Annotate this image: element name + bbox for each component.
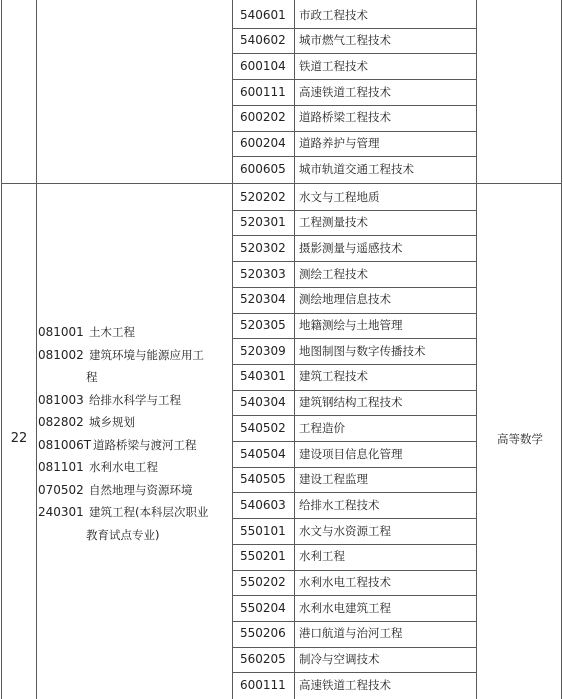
vocational-major-name: 建设工程监理 [299, 472, 368, 486]
vocational-major-name: 城市轨道交通工程技术 [299, 162, 414, 176]
row-separator [232, 518, 477, 519]
column-divider-seq [36, 0, 37, 699]
undergrad-major-name: 城乡规划 [89, 415, 135, 429]
vocational-major-name: 测绘地理信息技术 [299, 292, 391, 306]
row-separator [232, 235, 477, 236]
vocational-major-name: 水文与水资源工程 [299, 524, 391, 538]
vocational-major-name: 工程造价 [299, 421, 345, 435]
undergrad-major-name: 建筑工程(本科层次职业 [89, 505, 209, 519]
vocational-code: 540602 [240, 33, 286, 47]
vocational-code: 540502 [240, 421, 286, 435]
row-separator [232, 79, 477, 80]
vocational-major-name: 铁道工程技术 [299, 59, 368, 73]
table-border-left [1, 0, 2, 699]
undergrad-major-code: 081001 [38, 325, 84, 339]
vocational-code: 520302 [240, 241, 286, 255]
vocational-major-name: 工程测量技术 [299, 215, 368, 229]
vocational-code: 520301 [240, 215, 286, 229]
vocational-code: 540505 [240, 472, 286, 486]
undergrad-major-code: 081006T [38, 438, 92, 452]
vocational-major-name: 给排水工程技术 [299, 498, 380, 512]
row-separator [232, 390, 477, 391]
vocational-major-name: 建筑钢结构工程技术 [299, 395, 403, 409]
vocational-code: 600605 [240, 162, 286, 176]
row-separator [232, 441, 477, 442]
vocational-code: 550206 [240, 626, 286, 640]
vocational-major-name: 高速铁道工程技术 [299, 85, 391, 99]
vocational-code: 600204 [240, 136, 286, 150]
row-separator [232, 287, 477, 288]
row-separator [232, 210, 477, 211]
vocational-code: 600111 [240, 85, 286, 99]
row-separator [232, 131, 477, 132]
vocational-code: 520304 [240, 292, 286, 306]
row-separator [232, 338, 477, 339]
row-separator [232, 647, 477, 648]
undergrad-major-code: 070502 [38, 483, 84, 497]
table-border-right [561, 0, 562, 699]
vocational-major-name: 市政工程技术 [299, 8, 368, 22]
vocational-major-name: 制冷与空调技术 [299, 652, 380, 666]
row-separator [232, 544, 477, 545]
vocational-code: 550201 [240, 549, 286, 563]
row-separator [232, 105, 477, 106]
vocational-code: 540304 [240, 395, 286, 409]
vocational-code: 540504 [240, 447, 286, 461]
undergrad-major-name: 土木工程 [89, 325, 135, 339]
vocational-major-name: 水利工程 [299, 549, 345, 563]
undergrad-major-name: 水利水电工程 [89, 460, 158, 474]
vocational-code: 600202 [240, 110, 286, 124]
vocational-major-name: 摄影测量与遥感技术 [299, 241, 403, 255]
undergrad-major-name-continued: 程 [86, 370, 98, 384]
vocational-major-name: 水文与工程地质 [299, 190, 380, 204]
vocational-code: 560205 [240, 652, 286, 666]
vocational-major-name: 地籍测绘与土地管理 [299, 318, 403, 332]
vocational-major-name: 水利水电建筑工程 [299, 601, 391, 615]
vocational-code: 520309 [240, 344, 286, 358]
vocational-major-name: 建筑工程技术 [299, 369, 368, 383]
vocational-major-name: 建设项目信息化管理 [299, 447, 403, 461]
vocational-code: 550204 [240, 601, 286, 615]
sequence-number: 22 [10, 431, 28, 446]
vocational-code: 540301 [240, 369, 286, 383]
row-separator [232, 621, 477, 622]
vocational-major-name: 城市燃气工程技术 [299, 33, 391, 47]
vocational-code: 540603 [240, 498, 286, 512]
undergrad-major-code: 240301 [38, 505, 84, 519]
vocational-code: 520202 [240, 190, 286, 204]
vocational-major-name: 水利水电工程技术 [299, 575, 391, 589]
undergrad-major-name: 给排水科学与工程 [89, 393, 181, 407]
vocational-major-name: 高速铁道工程技术 [299, 678, 391, 692]
vocational-major-name: 港口航道与治河工程 [299, 626, 403, 640]
vocational-code: 600104 [240, 59, 286, 73]
exam-subject: 高等数学 [497, 432, 543, 446]
row-separator [232, 415, 477, 416]
vocational-major-name: 道路桥梁工程技术 [299, 110, 391, 124]
undergrad-major-name: 建筑环境与能源应用工 [89, 348, 204, 362]
row-separator [232, 492, 477, 493]
vocational-major-name: 测绘工程技术 [299, 267, 368, 281]
undergrad-major-name: 道路桥梁与渡河工程 [93, 438, 197, 452]
vocational-code: 540601 [240, 8, 286, 22]
undergrad-major-name-continued: 教育试点专业) [86, 528, 160, 542]
undergrad-major-code: 081003 [38, 393, 84, 407]
row-separator [232, 672, 477, 673]
row-separator [232, 570, 477, 571]
undergrad-major-code: 081101 [38, 460, 84, 474]
vocational-major-name: 地图制图与数字传播技术 [299, 344, 426, 358]
vocational-code: 600111 [240, 678, 286, 692]
row-separator [232, 595, 477, 596]
vocational-code: 520303 [240, 267, 286, 281]
undergrad-major-code: 082802 [38, 415, 84, 429]
row-separator [232, 156, 477, 157]
row-separator [232, 467, 477, 468]
undergrad-major-code: 081002 [38, 348, 84, 362]
row-separator [232, 28, 477, 29]
vocational-code: 520305 [240, 318, 286, 332]
row-separator [232, 364, 477, 365]
undergrad-major-name: 自然地理与资源环境 [89, 483, 193, 497]
row-separator [232, 53, 477, 54]
vocational-major-name: 道路养护与管理 [299, 136, 380, 150]
group-separator [1, 183, 562, 184]
vocational-code: 550202 [240, 575, 286, 589]
vocational-code: 550101 [240, 524, 286, 538]
row-separator [232, 313, 477, 314]
row-separator [232, 261, 477, 262]
